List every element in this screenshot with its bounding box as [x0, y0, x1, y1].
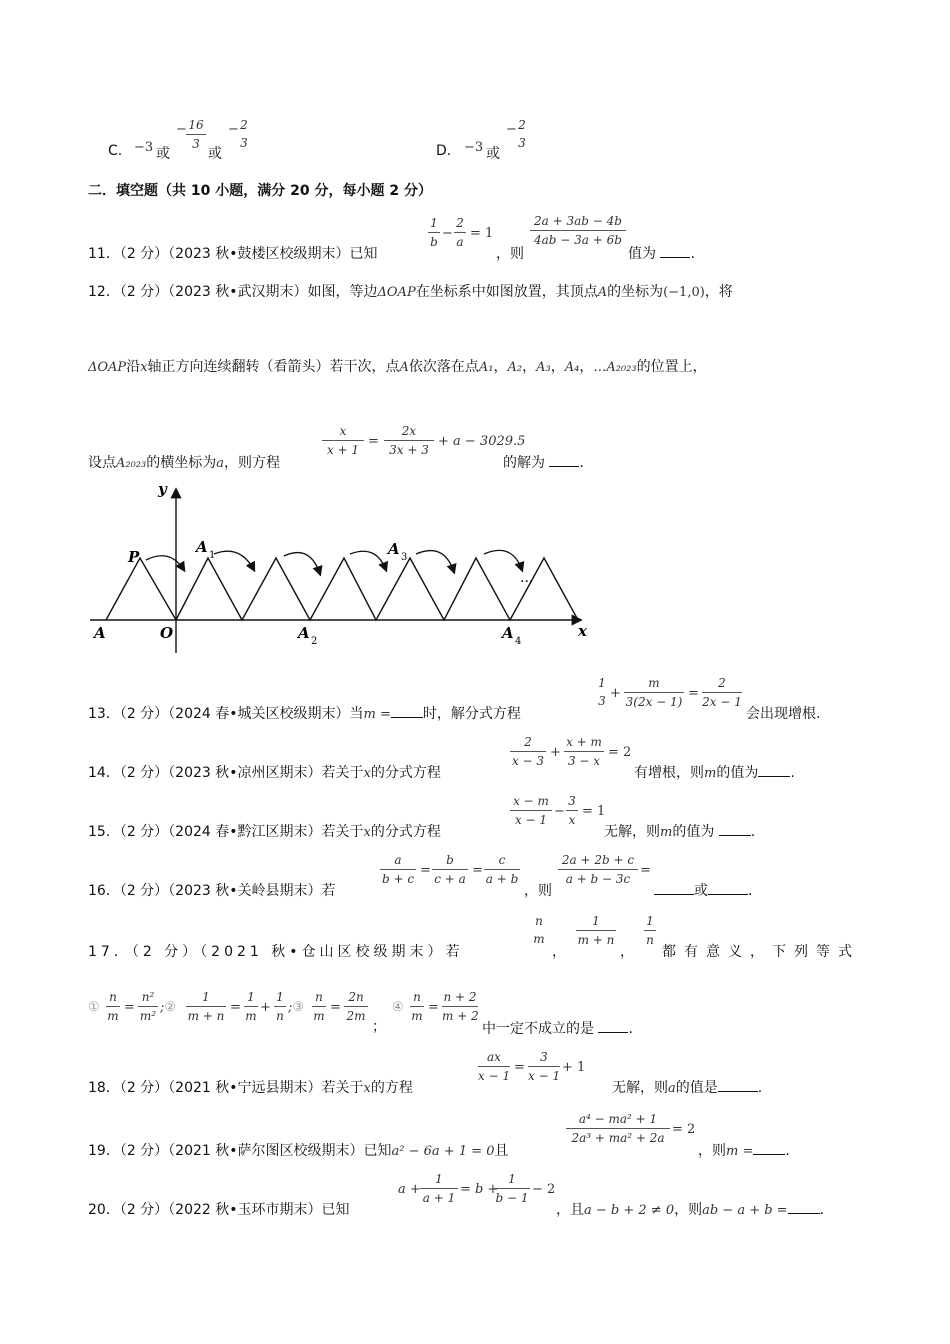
- q19-frac: $\frac{\text{a⁴ − ma² + 1}}{\text{2a³ + ma² + 2a}}$: [566, 1110, 670, 1147]
- q13-frac-1: 1 3: [598, 676, 606, 708]
- q17-e2-eq: =: [230, 1000, 241, 1015]
- q11-prefix: 11．（2 分）（2023 秋•鼓楼区校级期末）已知: [88, 246, 378, 262]
- q16-frac-2: $\frac{b}{c + a}$: [432, 851, 468, 888]
- option-d-label: D.: [436, 143, 452, 159]
- q16-eq-2: =: [472, 863, 483, 878]
- flip-arrow-3: [284, 553, 320, 574]
- q17-frac-3: $\frac{1}{n}$: [644, 912, 656, 949]
- section-title: 二．填空题（共 10 小题，满分 20 分，每小题 2 分）: [88, 183, 432, 199]
- q17-mid: 都有意义，下列等式: [662, 944, 860, 960]
- q14-plus: +: [550, 745, 561, 760]
- q16-expression: $\frac{2a + 2b + c}{a + b - 3c}$: [558, 851, 638, 888]
- q15-frac-1: $\frac{x - m}{x - 1}$: [510, 792, 552, 829]
- label-A3: A: [388, 540, 400, 558]
- q17-e2a: $\frac{1}{m + n}$: [187, 990, 225, 1023]
- q20-tail: − 2: [532, 1182, 556, 1197]
- q11-minus: −: [442, 226, 453, 241]
- label-A4: A: [502, 624, 514, 642]
- q17-circle-3: ;③: [288, 1000, 305, 1015]
- q17-e4b: $\frac{n + 2}{m + 2}$: [442, 990, 479, 1023]
- label-O: O: [160, 624, 174, 642]
- option-c-frac-3: 2 3: [240, 118, 248, 150]
- q16-eq-1: =: [420, 863, 431, 878]
- q17-suffix: 中一定不成立的是 .: [482, 1021, 633, 1037]
- q17-semicolon: ；: [372, 1019, 386, 1035]
- q20-prefix: 20．（2 分）（2022 秋•玉环市期末）已知: [88, 1202, 350, 1218]
- q16-prefix: 16．（2 分）（2023 秋•关岭县期末）若: [88, 883, 336, 899]
- q16-frac-3: $\frac{c}{a + b}$: [485, 853, 519, 886]
- flip-arrow-6: [484, 550, 522, 570]
- q16-frac-1: $\frac{a}{b + c}$: [381, 853, 415, 886]
- q12-line2: ΔOAP沿x轴正方向连续翻转（看箭头）若干次，点A依次落在点A₁，A₂，A₃，A₄，…A₂₀₂₃的位置上，: [88, 359, 707, 375]
- q11-suffix: 值为 .: [628, 246, 695, 262]
- q11-mid: ，则: [496, 246, 524, 262]
- q17-sep-1: ，: [552, 944, 566, 960]
- q13-frac-2: $\frac{m}{3(2x - 1)}$: [625, 676, 683, 709]
- q19-suffix: ，则m = .: [698, 1143, 790, 1159]
- option-c-value-1: −3: [134, 140, 154, 155]
- q17-frac-1: n m: [533, 914, 545, 946]
- q17-e2c: $\frac{1}{n}$: [274, 988, 286, 1025]
- q16-mid: ，则: [524, 883, 552, 899]
- label-A1-sub: 1: [209, 550, 216, 561]
- q14-suffix: 有增根，则m的值为 .: [634, 765, 795, 781]
- flip-arrow-5: [416, 551, 454, 572]
- option-d-frac: 2 3: [518, 118, 526, 150]
- label-A2: A: [298, 624, 310, 642]
- label-A1: A: [196, 538, 208, 556]
- q19-rhs: = 2: [672, 1122, 696, 1137]
- q16-blanks: 或 .: [654, 880, 752, 900]
- q17-sep-2: ，: [620, 944, 634, 960]
- q17-e3-eq: =: [330, 1000, 341, 1015]
- q14-prefix: 14．（2 分）（2023 秋•凉州区期末）若关于x的分式方程: [88, 765, 441, 781]
- option-d-value-1: −3: [464, 140, 484, 155]
- q18-frac-2: $\frac{3}{x - 1}$: [528, 1050, 561, 1083]
- flip-arrow-1: [146, 556, 184, 570]
- q13-frac-3: $\frac{2}{2x - 1}$: [702, 676, 742, 709]
- q20-mid-b: = b +: [460, 1182, 499, 1197]
- q15-suffix: 无解，则m的值为 .: [604, 824, 756, 840]
- q11-cond-frac-2: $\frac{2}{a}$: [454, 214, 466, 251]
- q14-rhs: = 2: [608, 745, 632, 760]
- q15-frac-2: $\frac{3}{x}$: [566, 792, 578, 829]
- option-c-minus-3: −: [228, 122, 239, 137]
- option-c-minus-2: −: [176, 122, 187, 137]
- q12-line3-suffix: 的解为 .: [503, 455, 584, 471]
- q13-equals: =: [688, 686, 699, 701]
- label-x: x: [578, 622, 587, 640]
- label-ellipsis: ···: [520, 574, 534, 590]
- q17-frac-2: $\frac{1}{m + n}$: [577, 914, 615, 947]
- q15-minus: −: [554, 804, 565, 819]
- q12-line3-prefix: 设点A₂₀₂₃的横坐标为a，则方程: [88, 455, 280, 471]
- q16-eq-3: =: [640, 863, 651, 878]
- flip-triangle-figure: [88, 478, 593, 658]
- q12-eq-tail: + a − 3029.5: [438, 434, 526, 449]
- q12-line1: 12．（2 分）（2023 秋•武汉期末）如图，等边ΔOAP在坐标系中如图放置，其顶点A的坐标为(−1,0)，将: [88, 284, 733, 300]
- q17-circle-2: ;②: [160, 1000, 177, 1015]
- q15-rhs: = 1: [582, 804, 606, 819]
- q13-prefix: 13．（2 分）（2024 春•城关区校级期末）当m = 时，解分式方程: [88, 706, 521, 722]
- q17-prefix: 17．（2 分）（2021 秋•仓山区校级期末）若: [88, 944, 464, 960]
- option-c-or-2: 或: [208, 146, 222, 162]
- label-A3-sub: 3: [401, 552, 408, 563]
- q17-e2-plus: +: [260, 1000, 271, 1015]
- option-c-frac-2: $\frac{16}{3}$: [186, 116, 206, 153]
- flip-arrow-2: [214, 551, 254, 570]
- q17-e2b: $\frac{1}{m}$: [245, 990, 257, 1023]
- q11-cond-frac-1: $\frac{1}{b}$: [428, 214, 440, 251]
- q20-frac-2: $\frac{1}{b - 1}$: [495, 1172, 529, 1205]
- q12-eq-frac-2: $\frac{2x}{3x + 3}$: [384, 422, 434, 459]
- label-P: P: [128, 548, 140, 566]
- triangle-chain: [106, 558, 578, 620]
- q17-circle-1: ①: [88, 1000, 100, 1015]
- q17-circle-4: ④: [392, 1000, 404, 1015]
- q17-e3a: $\frac{n}{m}$: [313, 990, 325, 1023]
- q17-e3b: $\frac{2n}{2m}$: [344, 988, 368, 1025]
- q19-prefix: 19．（2 分）（2021 秋•萨尔图区校级期末）已知a² − 6a + 1 = 0且: [88, 1143, 509, 1159]
- option-c-label: C.: [108, 143, 123, 159]
- q20-lhs-a: a +: [398, 1182, 421, 1197]
- q18-prefix: 18．（2 分）（2021 秋•宁远县期末）若关于x的方程: [88, 1080, 413, 1096]
- q11-cond-rhs: = 1: [470, 226, 494, 241]
- label-A2-sub: 2: [311, 636, 318, 647]
- label-y: y: [158, 480, 167, 498]
- q14-frac-2: $\frac{x + m}{3 - x}$: [564, 733, 604, 770]
- q18-frac-1: $\frac{ax}{x - 1}$: [478, 1050, 511, 1083]
- q20-frac-1: $\frac{1}{a + 1}$: [420, 1170, 458, 1207]
- q12-eq-frac-1: $\frac{x}{x + 1}$: [322, 422, 364, 459]
- q15-prefix: 15．（2 分）（2024 春•黔江区期末）若关于x的分式方程: [88, 824, 441, 840]
- q20-suffix: ，且a − b + 2 ≠ 0，则ab − a + b = .: [556, 1202, 825, 1218]
- label-A4-sub: 4: [515, 636, 522, 647]
- q11-expression: $\frac{2a + 3ab - 4b}{4ab - 3a + 6b}$: [530, 212, 626, 249]
- q14-frac-1: $\frac{2}{x - 3}$: [511, 735, 545, 768]
- q12-eq-equals: =: [368, 434, 379, 449]
- q13-plus: +: [610, 686, 621, 701]
- option-c-or-1: 或: [156, 146, 170, 162]
- option-d-minus: −: [506, 122, 517, 137]
- q17-e1a: $\frac{n}{m}$: [107, 990, 119, 1023]
- q18-equals: =: [514, 1060, 525, 1075]
- q13-suffix: 会出现增根.: [746, 706, 821, 722]
- q17-e1-eq: =: [124, 1000, 135, 1015]
- q17-e4a: $\frac{n}{m}$: [411, 990, 423, 1023]
- q18-tail: + 1: [562, 1060, 586, 1075]
- option-d-or: 或: [486, 146, 500, 162]
- label-A: A: [94, 624, 106, 642]
- flip-arrow-4: [350, 551, 386, 570]
- q18-suffix: 无解，则a的值是 .: [612, 1080, 763, 1096]
- q17-e1b: $\frac{\text{n²}}{\text{m²}}$: [139, 990, 157, 1023]
- q17-e4-eq: =: [428, 1000, 439, 1015]
